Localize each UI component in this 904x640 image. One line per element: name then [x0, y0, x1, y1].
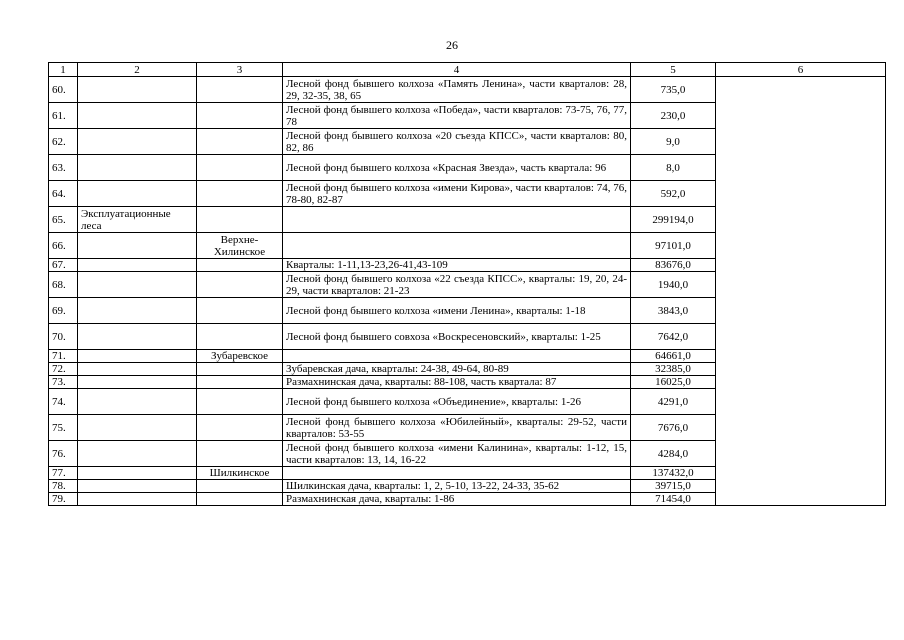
- header-row: [49, 63, 886, 77]
- forest-category: [78, 389, 197, 415]
- area-value: 39715,0: [631, 480, 716, 493]
- row-number: 74.: [49, 389, 78, 415]
- forest-category: [78, 298, 197, 324]
- area-value: 4284,0: [631, 441, 716, 467]
- area-value: 8,0: [631, 155, 716, 181]
- header-col-2: 2: [78, 63, 197, 77]
- forest-description: [283, 207, 631, 233]
- forest-category: [78, 441, 197, 467]
- forest-category: [78, 77, 197, 103]
- forest-description: [283, 467, 631, 480]
- page-number: 26: [446, 38, 458, 52]
- area-value: 16025,0: [631, 376, 716, 389]
- table-body: [49, 77, 886, 506]
- row-number: 68.: [49, 272, 78, 298]
- row-number: 63.: [49, 155, 78, 181]
- forest-category: [78, 272, 197, 298]
- area-value: 592,0: [631, 181, 716, 207]
- forest-description: [283, 233, 631, 259]
- row-number: 76.: [49, 441, 78, 467]
- row-number: 61.: [49, 103, 78, 129]
- row-number: 62.: [49, 129, 78, 155]
- forest-description: Лесной фонд бывшего колхоза «22 съезда КПСС», кварталы: 19, 20, 24-29, части кварталов: 21-23: [283, 272, 631, 298]
- area-value: 9,0: [631, 129, 716, 155]
- area-value: 83676,0: [631, 259, 716, 272]
- area-value: 7676,0: [631, 415, 716, 441]
- row-number: 75.: [49, 415, 78, 441]
- forest-description: Лесной фонд бывшего колхоза «Победа», части кварталов: 73-75, 76, 77, 78: [283, 103, 631, 129]
- area-value: 137432,0: [631, 467, 716, 480]
- forest-description: Кварталы: 1-11,13-23,26-41,43-109: [283, 259, 631, 272]
- forestry-name: [197, 129, 283, 155]
- row-number: 66.: [49, 233, 78, 259]
- forestry-name: [197, 376, 283, 389]
- area-value: 71454,0: [631, 493, 716, 506]
- header-col-6: 6: [716, 63, 886, 77]
- forest-description: Шилкинская дача, кварталы: 1, 2, 5-10, 13-22, 24-33, 35-62: [283, 480, 631, 493]
- forest-category: [78, 324, 197, 350]
- forestry-name: [197, 441, 283, 467]
- forest-description: Лесной фонд бывшего колхоза «20 съезда КПСС», части кварталов: 80, 82, 86: [283, 129, 631, 155]
- forest-category: [78, 259, 197, 272]
- area-value: 7642,0: [631, 324, 716, 350]
- area-value: 299194,0: [631, 207, 716, 233]
- forest-description: Зубаревская дача, кварталы: 24-38, 49-64, 80-89: [283, 363, 631, 376]
- forestry-name: [197, 272, 283, 298]
- row-number: 60.: [49, 77, 78, 103]
- forest-description: Размахнинская дача, кварталы: 88-108, часть квартала: 87: [283, 376, 631, 389]
- area-value: 97101,0: [631, 233, 716, 259]
- forestry-name: Зубаревское: [197, 350, 283, 363]
- forest-description: Лесной фонд бывшего колхоза «Юбилейный», кварталы: 29-52, части кварталов: 53-55: [283, 415, 631, 441]
- area-value: 4291,0: [631, 389, 716, 415]
- area-value: 32385,0: [631, 363, 716, 376]
- row-number: 71.: [49, 350, 78, 363]
- forest-description: Лесной фонд бывшего колхоза «имени Кирова», части кварталов: 74, 76, 78-80, 82-87: [283, 181, 631, 207]
- forestry-name: [197, 298, 283, 324]
- forest-category: [78, 493, 197, 506]
- forestry-name: [197, 480, 283, 493]
- forest-category: [78, 363, 197, 376]
- forestry-name: [197, 389, 283, 415]
- forest-category: [78, 467, 197, 480]
- row-number: 70.: [49, 324, 78, 350]
- row-number: 65.: [49, 207, 78, 233]
- forest-category: Эксплуатационные леса: [78, 207, 197, 233]
- header-col-3: 3: [197, 63, 283, 77]
- area-value: 1940,0: [631, 272, 716, 298]
- forest-table: [48, 62, 886, 506]
- table-header: [49, 63, 886, 77]
- forestry-name: [197, 415, 283, 441]
- table-row: [49, 77, 886, 103]
- forest-category: [78, 155, 197, 181]
- forest-description: Лесной фонд бывшего колхоза «имени Калинина», кварталы: 1-12, 15, части кварталов: 13, 14, 16-22: [283, 441, 631, 467]
- row-number: 78.: [49, 480, 78, 493]
- forest-description: Лесной фонд бывшего колхоза «Объединение», кварталы: 1-26: [283, 389, 631, 415]
- row-number: 79.: [49, 493, 78, 506]
- header-col-4: 4: [283, 63, 631, 77]
- row-number: 67.: [49, 259, 78, 272]
- forest-description: Лесной фонд бывшего колхоза «имени Ленина», кварталы: 1-18: [283, 298, 631, 324]
- forest-category: [78, 376, 197, 389]
- forestry-name: [197, 324, 283, 350]
- row-number: 72.: [49, 363, 78, 376]
- header-col-5: 5: [631, 63, 716, 77]
- row-number: 64.: [49, 181, 78, 207]
- forest-category: [78, 233, 197, 259]
- header-col-1: 1: [49, 63, 78, 77]
- forestry-name: [197, 259, 283, 272]
- forestry-name: [197, 155, 283, 181]
- area-value: 735,0: [631, 77, 716, 103]
- row-number: 77.: [49, 467, 78, 480]
- forest-description: Размахнинская дача, кварталы: 1-86: [283, 493, 631, 506]
- forestry-name: [197, 181, 283, 207]
- forest-description: [283, 350, 631, 363]
- forestry-name: [197, 493, 283, 506]
- forest-category: [78, 415, 197, 441]
- forest-category: [78, 103, 197, 129]
- forestry-name: [197, 207, 283, 233]
- area-value: 3843,0: [631, 298, 716, 324]
- forest-category: [78, 129, 197, 155]
- forest-description: Лесной фонд бывшего совхоза «Воскресеновский», кварталы: 1-25: [283, 324, 631, 350]
- area-value: 64661,0: [631, 350, 716, 363]
- forest-category: [78, 480, 197, 493]
- forestry-name: [197, 77, 283, 103]
- forestry-name: Шилкинское: [197, 467, 283, 480]
- row-number: 73.: [49, 376, 78, 389]
- row-number: 69.: [49, 298, 78, 324]
- forestry-name: [197, 103, 283, 129]
- forest-category: [78, 350, 197, 363]
- notes-cell: [716, 77, 886, 506]
- forest-category: [78, 181, 197, 207]
- forestry-name: Верхне-Хилинское: [197, 233, 283, 259]
- forestry-name: [197, 363, 283, 376]
- forest-description: Лесной фонд бывшего колхоза «Красная Звезда», часть квартала: 96: [283, 155, 631, 181]
- area-value: 230,0: [631, 103, 716, 129]
- forest-description: Лесной фонд бывшего колхоза «Память Ленина», части кварталов: 28, 29, 32-35, 38, 65: [283, 77, 631, 103]
